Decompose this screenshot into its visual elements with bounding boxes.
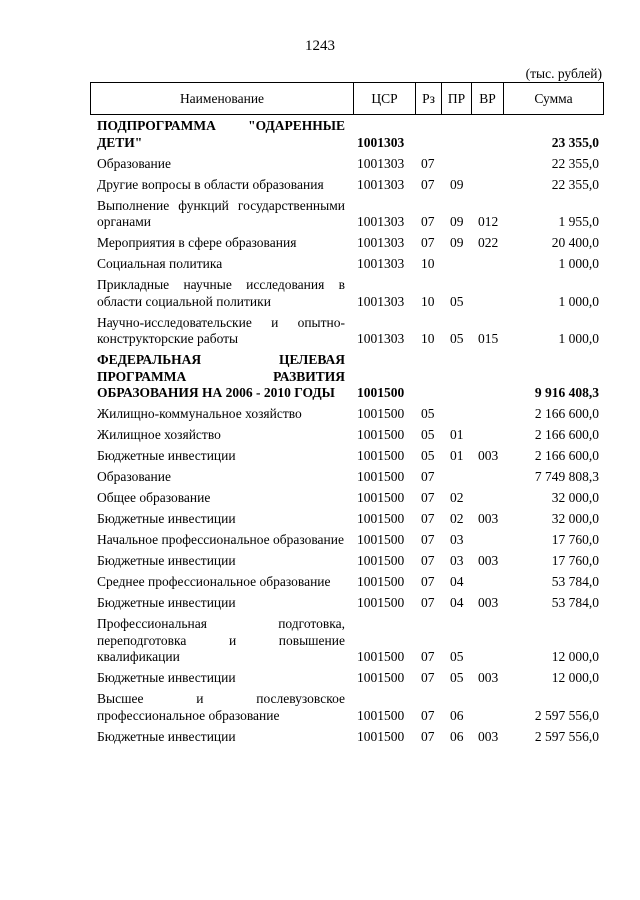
table-row <box>0 532 640 553</box>
row-pr: 06 <box>450 707 464 723</box>
header-sum: Сумма <box>503 83 603 114</box>
row-code: 1001500 <box>357 448 405 463</box>
page-number: 1243 <box>305 38 335 54</box>
row-pr: 05 <box>450 670 464 685</box>
row-pr: 05 <box>450 293 464 309</box>
header-name: Наименование <box>179 90 265 106</box>
row-pr: 05 <box>450 331 464 346</box>
row-code: 1001303 <box>357 214 405 229</box>
row-name: Прикладные научные исследования в области социальной политики <box>97 277 345 309</box>
table-row <box>0 574 640 595</box>
row-vr: 003 <box>478 728 499 744</box>
row-vr: 003 <box>478 595 499 610</box>
row-sum: 22 355,0 <box>551 176 599 192</box>
row-name: Общее образование <box>97 490 211 505</box>
row-pr: 05 <box>450 649 464 664</box>
row-rz: 05 <box>421 406 435 421</box>
row-code: 1001500 <box>357 469 405 484</box>
row-name: Бюджетные инвестиции <box>97 728 236 744</box>
row-sum: 32 000,0 <box>551 490 599 505</box>
table-header <box>90 82 604 115</box>
row-name: Высшее и послевузовское профессиональное образование <box>97 691 345 723</box>
row-sum: 12 000,0 <box>551 649 599 664</box>
unit-label: (тыс. рублей) <box>525 66 602 81</box>
row-name: Начальное профессиональное образование <box>97 532 344 547</box>
row-sum: 53 784,0 <box>551 574 599 589</box>
row-sum: 23 355,0 <box>551 134 599 150</box>
header-csr: ЦСР <box>353 83 415 114</box>
row-code: 1001500 <box>357 728 405 744</box>
row-sum: 1 000,0 <box>558 256 599 271</box>
row-code: 1001303 <box>357 176 405 192</box>
row-code: 1001500 <box>357 406 405 421</box>
row-rz: 07 <box>421 469 435 484</box>
row-name: Социальная политика <box>97 256 223 271</box>
row-rz: 07 <box>421 235 435 250</box>
row-rz: 07 <box>421 532 435 547</box>
row-pr: 09 <box>450 214 464 229</box>
row-vr: 003 <box>478 553 499 568</box>
row-sum: 1 000,0 <box>558 293 599 309</box>
row-sum: 2 597 556,0 <box>534 728 599 744</box>
row-pr: 01 <box>450 448 464 463</box>
row-rz: 07 <box>421 490 435 505</box>
row-sum: 1 000,0 <box>558 331 599 346</box>
row-code: 1001500 <box>357 595 405 610</box>
row-name: Другие вопросы в области образования <box>97 176 324 192</box>
row-rz: 10 <box>421 256 435 271</box>
row-rz: 07 <box>421 707 435 723</box>
table-row <box>0 277 640 315</box>
row-pr: 02 <box>450 490 464 505</box>
table-row <box>0 235 640 256</box>
row-rz: 07 <box>421 214 435 229</box>
row-code: 1001303 <box>357 293 405 309</box>
row-sum: 12 000,0 <box>551 670 599 685</box>
row-rz: 07 <box>421 649 435 664</box>
table-row <box>0 177 640 198</box>
row-rz: 07 <box>421 176 435 192</box>
row-code: 1001500 <box>357 553 405 568</box>
table-row <box>0 469 640 490</box>
row-sum: 2 166 600,0 <box>534 406 599 421</box>
row-rz: 10 <box>421 331 435 346</box>
row-rz: 07 <box>421 511 435 526</box>
row-code: 1001303 <box>357 235 405 250</box>
row-sum: 53 784,0 <box>551 595 599 610</box>
table-row <box>0 406 640 427</box>
row-sum: 22 355,0 <box>551 155 599 171</box>
table-row <box>0 553 640 574</box>
row-code: 1001500 <box>357 490 405 505</box>
table-row <box>0 427 640 448</box>
row-code: 1001500 <box>357 574 405 589</box>
row-pr: 09 <box>450 235 464 250</box>
row-name: Научно-исследовательские и опытно-конструкторские работы <box>97 314 345 346</box>
row-sum: 1 955,0 <box>558 214 599 229</box>
table-row <box>0 616 640 670</box>
row-code: 1001500 <box>357 511 405 526</box>
row-name: Среднее профессиональное образование <box>97 574 331 589</box>
row-vr: 003 <box>478 670 499 685</box>
table-row <box>0 670 640 691</box>
row-rz: 10 <box>421 293 435 309</box>
row-name: Бюджетные инвестиции <box>97 595 236 610</box>
row-sum: 7 749 808,3 <box>534 469 599 484</box>
row-rz: 07 <box>421 595 435 610</box>
table-row <box>0 156 640 177</box>
table-row <box>0 315 640 353</box>
table-row <box>0 490 640 511</box>
row-rz: 07 <box>421 728 435 744</box>
row-pr: 03 <box>450 553 464 568</box>
row-vr: 022 <box>478 235 499 250</box>
table-row <box>0 118 640 156</box>
row-sum: 2 166 600,0 <box>534 448 599 463</box>
header-pr: ПР <box>441 83 471 114</box>
row-sum: 20 400,0 <box>551 235 599 250</box>
row-name: ПОДПРОГРАММА "ОДАРЕННЫЕ ДЕТИ" <box>97 118 345 150</box>
row-sum: 9 916 408,3 <box>534 385 599 400</box>
row-code: 1001500 <box>357 532 405 547</box>
row-sum: 17 760,0 <box>551 532 599 547</box>
row-rz: 07 <box>421 155 435 171</box>
table-row <box>0 198 640 236</box>
row-name: Жилищное хозяйство <box>97 427 221 442</box>
row-sum: 2 597 556,0 <box>534 707 599 723</box>
header-vr: ВР <box>471 83 503 114</box>
row-code: 1001303 <box>357 331 405 346</box>
row-sum: 17 760,0 <box>551 553 599 568</box>
row-pr: 02 <box>450 511 464 526</box>
row-code: 1001500 <box>357 427 405 442</box>
row-vr: 015 <box>478 331 499 346</box>
row-name: Бюджетные инвестиции <box>97 511 236 526</box>
row-sum: 32 000,0 <box>551 511 599 526</box>
row-pr: 04 <box>450 595 464 610</box>
row-rz: 07 <box>421 574 435 589</box>
row-vr: 003 <box>478 448 499 463</box>
row-rz: 05 <box>421 427 435 442</box>
header-rz: Рз <box>415 83 441 114</box>
row-name: Профессиональная подготовка, переподготовка и повышение квалификации <box>97 616 345 664</box>
table-row <box>0 595 640 616</box>
row-rz: 07 <box>421 670 435 685</box>
row-code: 1001500 <box>357 385 405 400</box>
row-name: Бюджетные инвестиции <box>97 670 236 685</box>
row-rz: 05 <box>421 448 435 463</box>
row-sum: 2 166 600,0 <box>534 427 599 442</box>
table-row <box>0 511 640 532</box>
row-code: 1001303 <box>357 256 405 271</box>
row-pr: 04 <box>450 574 464 589</box>
table-row <box>0 256 640 277</box>
row-code: 1001500 <box>357 649 405 664</box>
budget-table-body <box>0 118 640 750</box>
row-rz: 07 <box>421 553 435 568</box>
row-pr: 03 <box>450 532 464 547</box>
row-name: Бюджетные инвестиции <box>97 448 236 463</box>
row-pr: 06 <box>450 728 464 744</box>
row-name: ФЕДЕРАЛЬНАЯ ЦЕЛЕВАЯ ПРОГРАММА РАЗВИТИЯ ОБРАЗОВАНИЯ НА 2006 - 2010 ГОДЫ <box>97 352 345 400</box>
row-name: Образование <box>97 469 171 484</box>
row-pr: 01 <box>450 427 464 442</box>
row-vr: 003 <box>478 511 499 526</box>
row-name: Образование <box>97 155 171 171</box>
table-row <box>0 729 640 750</box>
row-code: 1001303 <box>357 155 405 171</box>
row-code: 1001500 <box>357 670 405 685</box>
row-name: Бюджетные инвестиции <box>97 553 236 568</box>
table-row <box>0 691 640 729</box>
table-row <box>0 352 640 406</box>
row-name: Выполнение функций государственными органами <box>97 197 345 229</box>
row-pr: 09 <box>450 176 464 192</box>
row-code: 1001303 <box>357 134 405 150</box>
row-vr: 012 <box>478 214 499 229</box>
row-code: 1001500 <box>357 707 405 723</box>
row-name: Мероприятия в сфере образования <box>97 235 297 250</box>
row-name: Жилищно-коммунальное хозяйство <box>97 406 302 421</box>
table-row <box>0 448 640 469</box>
